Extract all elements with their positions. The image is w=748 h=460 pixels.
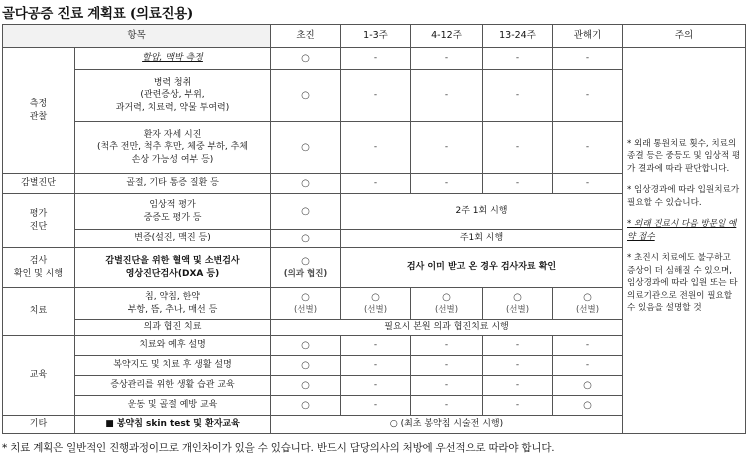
span-bee-venom: ○ (최초 봉약침 시술전 시행)	[271, 416, 623, 434]
row-lifestyle: 증상관리를 위한 생활 습관 교육	[75, 376, 271, 396]
header-col-1-3: 1-3주	[341, 25, 411, 48]
dash-mark: -	[411, 356, 483, 376]
dash-mark: -	[553, 122, 623, 174]
notes-column	[623, 48, 746, 434]
select-cell	[483, 288, 553, 320]
page-title: 골다공증 진료 계획표 (의료진용)	[2, 6, 194, 22]
circle-mark: ○	[271, 70, 341, 122]
category-diag: 감별진단	[3, 174, 75, 194]
exam-first-cell	[271, 248, 341, 288]
dash-mark: -	[341, 376, 411, 396]
category-exam: 검사 확인 및 시행	[3, 248, 75, 288]
header-col-4-12: 4-12주	[411, 25, 483, 48]
dash-mark: -	[483, 396, 553, 416]
row-prognosis: 치료와 예후 설명	[75, 336, 271, 356]
footer-note: * 치료 계획은 일반적인 진행과정이므로 개인차이가 있을 수 있습니다. 반드시 담당의사의 처방에 우선적으로 따라야 합니다.	[2, 442, 555, 454]
header-col-remission: 관해기	[553, 25, 623, 48]
row-vitals: 할압, 맥박 측정	[75, 48, 271, 70]
circle-mark: ○	[442, 292, 451, 304]
circle-mark: ○	[513, 292, 522, 304]
select-cell	[271, 288, 341, 320]
row-clinical-eval: 임상적 평가 중증도 평가 등	[75, 194, 271, 230]
select-cell	[553, 288, 623, 320]
circle-mark: ○	[301, 256, 310, 268]
dash-mark: -	[411, 174, 483, 194]
dash-mark: -	[483, 356, 553, 376]
header-item: 항목	[3, 25, 271, 48]
circle-mark: ○	[271, 376, 341, 396]
span-prior-results: 검사 이미 받고 온 경우 검사자료 확인	[341, 248, 623, 288]
row-fracture: 골절, 기타 통증 질환 등	[75, 174, 271, 194]
dash-mark: -	[483, 122, 553, 174]
dash-mark: -	[553, 174, 623, 194]
category-eval: 평가 진단	[3, 194, 75, 248]
dash-mark: -	[483, 376, 553, 396]
circle-mark: ○	[271, 174, 341, 194]
table-row	[3, 48, 746, 70]
header-note: 주의	[623, 25, 746, 48]
dash-mark: -	[553, 48, 623, 70]
circle-mark: ○	[271, 336, 341, 356]
span-biweekly: 2주 1회 시행	[341, 194, 623, 230]
category-edu: 교육	[3, 336, 75, 416]
row-posture: 환자 자세 시진 (척추 전만, 척추 후만, 체중 부하, 추체 손상 가능성 여부 등)	[75, 122, 271, 174]
circle-mark: ○	[271, 356, 341, 376]
row-exercise: 운동 및 골절 예방 교육	[75, 396, 271, 416]
span-collab-treatment: 필요시 본원 의과 협진치료 시행	[271, 320, 623, 336]
select-cell	[411, 288, 483, 320]
select-label: (선별)	[575, 304, 600, 315]
circle-mark: ○	[271, 194, 341, 230]
row-acupuncture: 침, 약침, 한약 부항, 뜸, 추나, 매선 등	[75, 288, 271, 320]
dash-mark: -	[553, 336, 623, 356]
category-treat: 치료	[3, 288, 75, 336]
row-lab-imaging: 감별진단을 위한 혈액 및 소변검사 영상진단검사(DXA 등)	[75, 248, 271, 288]
circle-mark: ○	[583, 292, 592, 304]
circle-mark: ○	[271, 396, 341, 416]
select-label: (선별)	[434, 304, 459, 315]
circle-mark: ○	[553, 376, 623, 396]
row-medication-guide: 복약지도 및 치료 후 생활 설명	[75, 356, 271, 376]
row-collab-treatment: 의과 협진 치료	[75, 320, 271, 336]
dash-mark: -	[553, 356, 623, 376]
header-row	[3, 25, 746, 48]
dash-mark: -	[483, 336, 553, 356]
category-measure: 측정 관찰	[3, 48, 75, 174]
circle-mark: ○	[271, 122, 341, 174]
category-etc: 기타	[3, 416, 75, 434]
header-col-first: 초진	[271, 25, 341, 48]
row-pattern-diag: 변증(설진, 맥진 등)	[75, 230, 271, 248]
note-2: * 임상경과에 따라 입원치료가 필요할 수 있습니다.	[627, 185, 740, 208]
circle-mark: ○	[271, 48, 341, 70]
circle-mark: ○	[271, 230, 341, 248]
dash-mark: -	[553, 70, 623, 122]
dash-mark: -	[483, 70, 553, 122]
dash-mark: -	[483, 174, 553, 194]
select-label: (선별)	[363, 304, 388, 315]
collab-note: (의과 협진)	[283, 268, 328, 279]
dash-mark: -	[411, 336, 483, 356]
circle-mark: ○	[553, 396, 623, 416]
select-label: (선별)	[505, 304, 530, 315]
row-history: 병력 청취 (관련증상, 부위, 과거력, 치료력, 약물 투여력)	[75, 70, 271, 122]
header-col-13-24: 13-24주	[483, 25, 553, 48]
note-4: * 초진시 치료에도 불구하고 증상이 더 심해질 수 있으며, 임상경과에 따라 입원 또는 타의료기관으로 전원이 필요할 수 있음을 설명할 것	[627, 253, 738, 313]
dash-mark: -	[341, 396, 411, 416]
dash-mark: -	[411, 122, 483, 174]
dash-mark: -	[411, 48, 483, 70]
span-weekly: 주1회 시행	[341, 230, 623, 248]
select-label: (선별)	[293, 304, 318, 315]
dash-mark: -	[341, 356, 411, 376]
row-bee-venom: ■ 봉약침 skin test 및 환자교육	[75, 416, 271, 434]
dash-mark: -	[341, 336, 411, 356]
circle-mark: ○	[371, 292, 380, 304]
circle-mark: ○	[301, 292, 310, 304]
dash-mark: -	[341, 174, 411, 194]
dash-mark: -	[483, 48, 553, 70]
treatment-plan-table	[2, 24, 746, 434]
dash-mark: -	[411, 396, 483, 416]
dash-mark: -	[341, 48, 411, 70]
dash-mark: -	[411, 70, 483, 122]
dash-mark: -	[341, 70, 411, 122]
note-3: * 외래 진료시 다음 방문일 예약 접수	[627, 219, 737, 242]
dash-mark: -	[411, 376, 483, 396]
dash-mark: -	[341, 122, 411, 174]
select-cell	[341, 288, 411, 320]
note-1: * 외래 통원치료 횟수, 치료의 종결 등은 중등도 및 임상적 평가 결과에 따라 판단합니다.	[627, 139, 741, 174]
